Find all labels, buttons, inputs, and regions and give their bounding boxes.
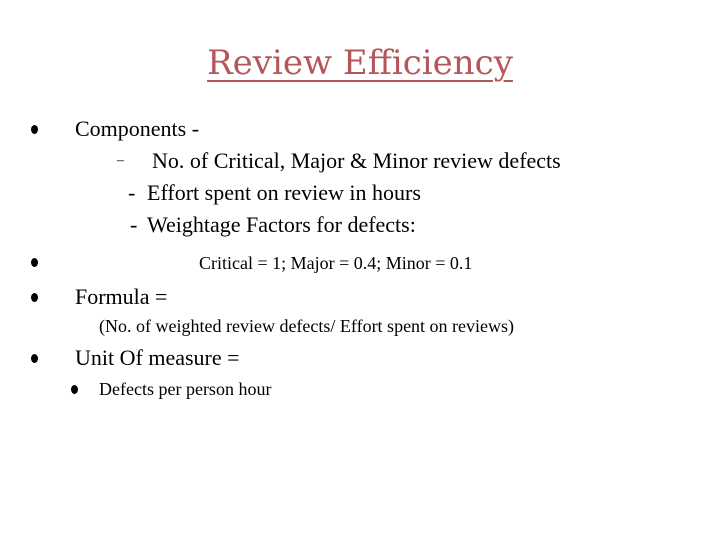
slide-title — [0, 40, 720, 86]
slide-title-text: Review Efficiency — [207, 43, 513, 83]
sub-item-marker: - — [130, 212, 138, 237]
components-heading: Components - — [75, 116, 200, 141]
sub-item-marker: – — [117, 153, 124, 168]
sub-item-critical-major-minor: No. of Critical, Major & Minor review defects — [152, 148, 561, 173]
weightage-values: Critical = 1; Major = 0.4; Minor = 0.1 — [199, 253, 473, 273]
unit-heading: Unit Of measure = — [75, 345, 240, 370]
bullet-icon — [31, 125, 38, 134]
sub-item-marker: - — [128, 180, 136, 205]
bullet-icon — [71, 385, 78, 394]
bullet-icon — [31, 293, 38, 302]
sub-item-effort: Effort spent on review in hours — [147, 180, 421, 205]
sub-item-weightage: Weightage Factors for defects: — [147, 212, 416, 237]
formula-text: (No. of weighted review defects/ Effort spent on reviews) — [99, 316, 515, 336]
bullet-icon — [31, 354, 38, 363]
bullet-icon — [31, 258, 38, 267]
unit-value: Defects per person hour — [99, 379, 272, 399]
formula-heading: Formula = — [75, 284, 168, 309]
